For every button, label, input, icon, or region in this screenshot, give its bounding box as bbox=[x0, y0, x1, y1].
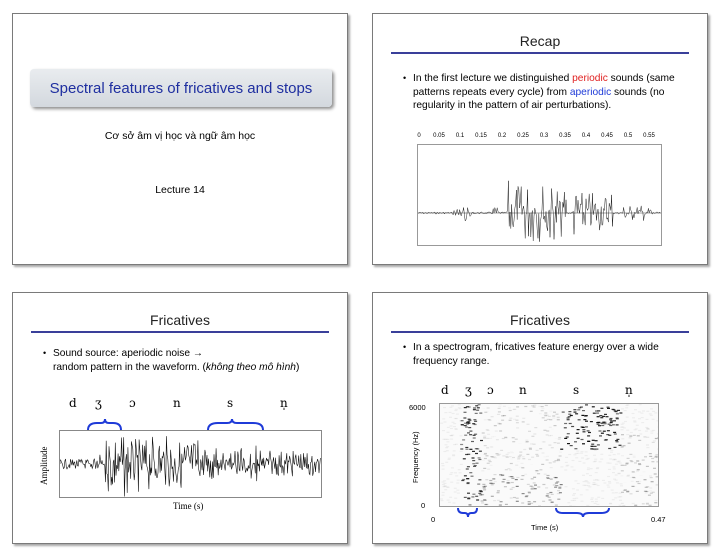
bullet-dot-icon: • bbox=[403, 342, 407, 352]
x-min-label: 0 bbox=[431, 515, 436, 524]
slide-recap[interactable] bbox=[372, 13, 708, 265]
ipa-symbol: n̩ bbox=[625, 383, 633, 397]
course-subtitle: Cơ sở âm vị học và ngữ âm học bbox=[104, 130, 256, 142]
text-part: random pattern in the waveform. ( bbox=[53, 361, 206, 373]
ipa-symbol: n̩ bbox=[280, 396, 288, 410]
title-rule bbox=[391, 52, 689, 54]
tick-label: 0 bbox=[417, 133, 421, 139]
aperiodic-term: aperiodic bbox=[569, 86, 612, 98]
tick-label: 0.5 bbox=[623, 133, 633, 139]
ipa-symbol: s bbox=[573, 383, 580, 397]
waveform-plot bbox=[417, 144, 662, 246]
ipa-symbol: d bbox=[441, 383, 449, 397]
time-ticks bbox=[417, 133, 662, 143]
lecture-number: Lecture 14 bbox=[155, 184, 205, 196]
bullet-source bbox=[43, 347, 339, 374]
ipa-symbol: n bbox=[173, 396, 181, 410]
slide-heading: Fricatives bbox=[510, 312, 570, 328]
tick-label: 0.35 bbox=[559, 133, 571, 139]
waveform-svg bbox=[60, 431, 321, 497]
slide-fricatives-waveform[interactable] bbox=[12, 292, 348, 544]
slide-fricatives-spectrogram[interactable] bbox=[372, 292, 708, 544]
y-axis-label: Amplitude bbox=[39, 446, 49, 485]
tick-label: 0.2 bbox=[497, 133, 507, 139]
title-banner bbox=[30, 69, 332, 107]
text-part: sounds (same patterns repeats every cycle) from bbox=[413, 73, 675, 98]
tick-label: 0.15 bbox=[475, 133, 487, 139]
x-max-label: 0.47 bbox=[651, 515, 666, 524]
slide-title[interactable] bbox=[12, 13, 348, 265]
y-axis-label: Frequency (Hz) bbox=[411, 431, 420, 483]
tick-label: 0.1 bbox=[455, 133, 465, 139]
x-axis-label: Time (s) bbox=[173, 501, 204, 511]
amplitude-plot bbox=[59, 430, 322, 498]
bullet-dot-icon: • bbox=[43, 348, 47, 358]
tick-label: 0.4 bbox=[581, 133, 591, 139]
italic-note: không theo mô hình bbox=[205, 361, 296, 373]
text-line: In a spectrogram, fricatives feature energy over a wide frequency range. bbox=[413, 342, 659, 367]
ipa-symbol: ɔ bbox=[487, 383, 494, 397]
waveform-svg bbox=[418, 145, 661, 245]
presentation-title: Spectral features of fricatives and stops bbox=[49, 79, 313, 97]
slide-heading: Fricatives bbox=[150, 312, 210, 328]
periodic-term: periodic bbox=[572, 73, 608, 84]
ipa-symbol: ɔ bbox=[129, 396, 136, 410]
y-min-label: 0 bbox=[421, 501, 426, 510]
ipa-symbol: ʒ bbox=[465, 383, 472, 397]
x-axis-label: Time (s) bbox=[531, 523, 559, 532]
ipa-symbol: ʒ bbox=[95, 396, 102, 410]
tick-label: 0.3 bbox=[539, 133, 549, 139]
tick-label: 0.45 bbox=[601, 133, 613, 139]
ipa-symbol: s bbox=[227, 396, 234, 410]
ipa-symbol: n bbox=[519, 383, 527, 397]
text-part: sounds (no regularity in the pattern of air perturbations). bbox=[413, 86, 665, 111]
spectrogram-plot bbox=[439, 403, 659, 507]
text-part: In the first lecture we distinguished bbox=[413, 73, 573, 84]
y-max-label: 6000 bbox=[409, 403, 426, 412]
text-part: ) bbox=[295, 361, 300, 373]
title-rule bbox=[391, 331, 689, 333]
text-line: Sound source: aperiodic noise → bbox=[53, 348, 204, 359]
tick-label: 0.55 bbox=[643, 133, 655, 139]
bullet-spectrogram bbox=[403, 341, 699, 368]
tick-label: 0.25 bbox=[517, 133, 529, 139]
spectrogram-svg bbox=[440, 404, 658, 506]
slide-heading: Recap bbox=[519, 33, 561, 49]
tick-label: 0.05 bbox=[433, 133, 445, 139]
ipa-symbol: d bbox=[69, 396, 77, 410]
title-rule bbox=[31, 331, 329, 333]
bullet-recap bbox=[403, 72, 699, 113]
bullet-dot-icon: • bbox=[403, 73, 407, 83]
